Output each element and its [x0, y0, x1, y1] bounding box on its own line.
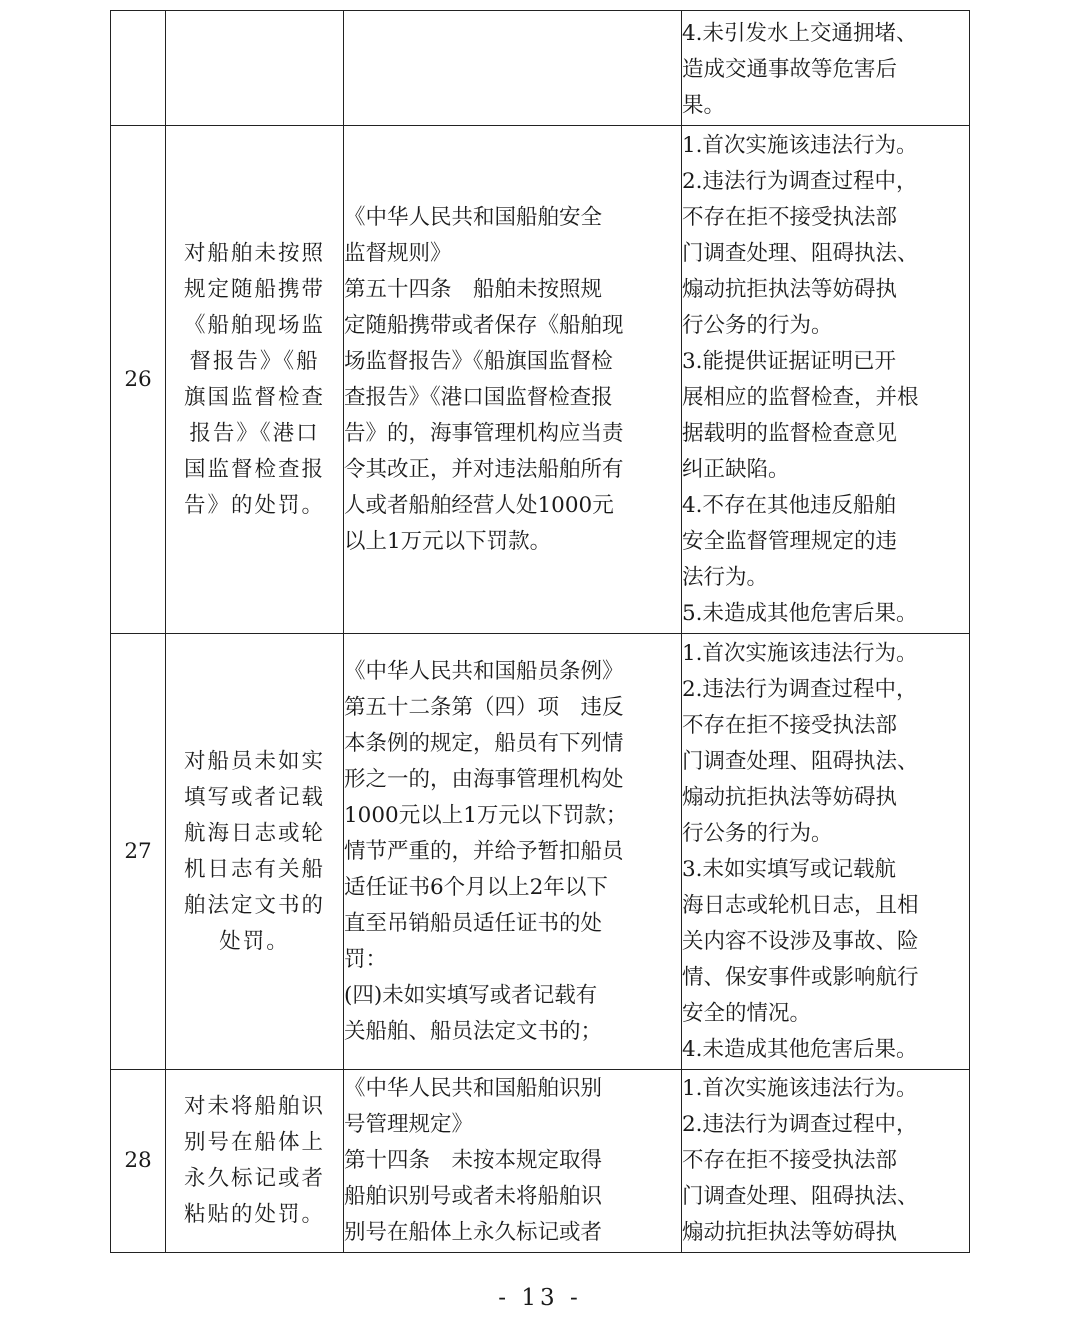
condition-line: 3.能提供证据证明已开: [682, 348, 897, 374]
row-basis-cell: [344, 634, 682, 1070]
row-number: [111, 11, 166, 126]
condition-line: 据载明的监督检查意见: [682, 420, 898, 446]
condition-line: 情、保安事件或影响航行: [682, 964, 919, 990]
condition-line: 展相应的监督检查，并根: [682, 384, 919, 410]
basis-line: 场监督报告》《船旗国监督检: [344, 348, 613, 374]
condition-line: 1.首次实施该违法行为。: [682, 640, 918, 666]
name-line: 对船员未如实: [183, 748, 325, 774]
name-line: 报告》《港口: [189, 420, 320, 446]
name-line: 填写或者记载: [183, 784, 325, 810]
row-condition-cell: [682, 1070, 970, 1253]
row-number: 27: [111, 634, 166, 1070]
basis-line: 罚：: [344, 946, 388, 972]
condition-line: 不存在拒不接受执法部: [682, 712, 898, 738]
page-number: - 13 -: [498, 1285, 582, 1311]
basis-line: 1000元以上1万元以下罚款；: [344, 802, 628, 828]
condition-line: 纠正缺陷。: [682, 456, 790, 482]
row-name-cell: [166, 634, 344, 1070]
condition-line: 造成交通事故等危害后: [682, 57, 898, 82]
basis-line: 适任证书6个月以上2年以下: [344, 874, 608, 900]
row-basis-cell: [344, 1070, 682, 1253]
basis-line: 号管理规定》: [344, 1112, 474, 1137]
name-line: 航海日志或轮: [183, 820, 325, 846]
condition-line: 1.首次实施该违法行为。: [682, 1076, 918, 1101]
condition-line: 安全的情况。: [682, 1000, 812, 1026]
condition-line: 门调查处理、阻碍执法、: [682, 748, 919, 774]
condition-line: 果。: [682, 93, 726, 118]
basis-line: 别号在船体上永久标记或者: [344, 1220, 603, 1245]
basis-line: 第五十二条第（四）项 违反: [344, 694, 624, 720]
table-body: [111, 11, 970, 1253]
basis-line: 《中华人民共和国船员条例》: [344, 658, 624, 684]
condition-line: 4.未造成其他危害后果。: [682, 1036, 918, 1062]
basis-line: 《中华人民共和国船舶识别: [344, 1076, 603, 1101]
penalty-table: [110, 10, 970, 1253]
condition-line: 关内容不设涉及事故、险: [682, 928, 919, 954]
basis-line: 定随船携带或者保存《船舶现: [344, 312, 624, 338]
row-condition-cell: [682, 126, 970, 634]
basis-line: 第十四条 未按本规定取得: [344, 1148, 603, 1173]
row-condition-cell: [682, 11, 970, 126]
basis-line: 形之一的，由海事管理机构处: [344, 766, 624, 792]
table-row: [111, 126, 970, 634]
name-line: 国监督检查报: [183, 456, 325, 482]
name-line: 规定随船携带: [183, 276, 325, 302]
basis-line: 以上1万元以下罚款。: [344, 528, 552, 554]
name-line: 别号在船体上: [183, 1130, 325, 1155]
condition-line: 法行为。: [682, 564, 769, 590]
condition-line: 门调查处理、阻碍执法、: [682, 240, 919, 266]
basis-line: 本条例的规定，船员有下列情: [344, 730, 624, 756]
basis-line: 关船舶、船员法定文书的；: [344, 1018, 603, 1044]
basis-line: 令其改正，并对违法船舶所有: [344, 456, 624, 482]
name-line: 永久标记或者: [183, 1166, 325, 1191]
name-line: 对未将船舶识: [183, 1094, 325, 1119]
table-row: [111, 634, 970, 1070]
condition-line: 煽动抗拒执法等妨碍执: [682, 1220, 898, 1245]
name-line: 舶法定文书的: [183, 892, 325, 918]
condition-line: 2.违法行为调查过程中，: [682, 1112, 918, 1137]
basis-line: 人或者船舶经营人处1000元: [344, 492, 614, 518]
name-line: 《船舶现场监: [183, 312, 325, 338]
name-line: 对船舶未按照: [183, 240, 325, 266]
condition-line: 门调查处理、阻碍执法、: [682, 1184, 919, 1209]
condition-line: 不存在拒不接受执法部: [682, 1148, 898, 1173]
condition-line: 行公务的行为。: [682, 820, 833, 846]
row-basis-cell: [344, 11, 682, 126]
name-line: 处罚。: [219, 928, 290, 954]
condition-line: 行公务的行为。: [682, 312, 833, 338]
condition-line: 安全监督管理规定的违: [682, 528, 898, 554]
basis-line: 第五十四条 船舶未按照规: [344, 276, 603, 302]
condition-line: 1.首次实施该违法行为。: [682, 132, 918, 158]
basis-line: 监督规则》: [344, 240, 452, 266]
name-line: 告》的处罚。: [183, 492, 325, 518]
basis-line: 查报告》《港口国监督检查报: [344, 384, 613, 410]
row-basis-cell: [344, 126, 682, 634]
condition-line: 煽动抗拒执法等妨碍执: [682, 784, 898, 810]
row-name-cell: [166, 1070, 344, 1253]
basis-line: 告》的，海事管理机构应当责: [344, 420, 624, 446]
condition-line: 5.未造成其他危害后果。: [682, 600, 918, 626]
table-row: [111, 11, 970, 126]
table-row: [111, 1070, 970, 1253]
name-line: 粘贴的处罚。: [183, 1202, 325, 1227]
condition-line: 海日志或轮机日志，且相: [682, 892, 919, 918]
row-name-cell: [166, 11, 344, 126]
name-line: 督报告》《船: [189, 348, 320, 374]
condition-line: 不存在拒不接受执法部: [682, 204, 898, 230]
condition-line: 2.违法行为调查过程中，: [682, 676, 918, 702]
row-number: 26: [111, 126, 166, 634]
condition-line: 4.未引发水上交通拥堵、: [682, 21, 918, 46]
condition-line: 2.违法行为调查过程中，: [682, 168, 918, 194]
condition-line: 煽动抗拒执法等妨碍执: [682, 276, 898, 302]
row-name-cell: [166, 126, 344, 634]
basis-line: 《中华人民共和国船舶安全: [344, 204, 603, 230]
name-line: 机日志有关船: [183, 856, 325, 882]
name-line: 旗国监督检查: [183, 384, 325, 410]
basis-line: 情节严重的，并给予暂扣船员: [344, 838, 624, 864]
basis-line: 直至吊销船员适任证书的处: [344, 910, 603, 936]
condition-line: 4.不存在其他违反船舶: [682, 492, 897, 518]
condition-line: 3.未如实填写或记载航: [682, 856, 897, 882]
row-condition-cell: [682, 634, 970, 1070]
basis-line: (四)未如实填写或者记载有: [344, 982, 598, 1008]
row-number: 28: [111, 1070, 166, 1253]
basis-line: 船舶识别号或者未将船舶识: [344, 1184, 603, 1209]
